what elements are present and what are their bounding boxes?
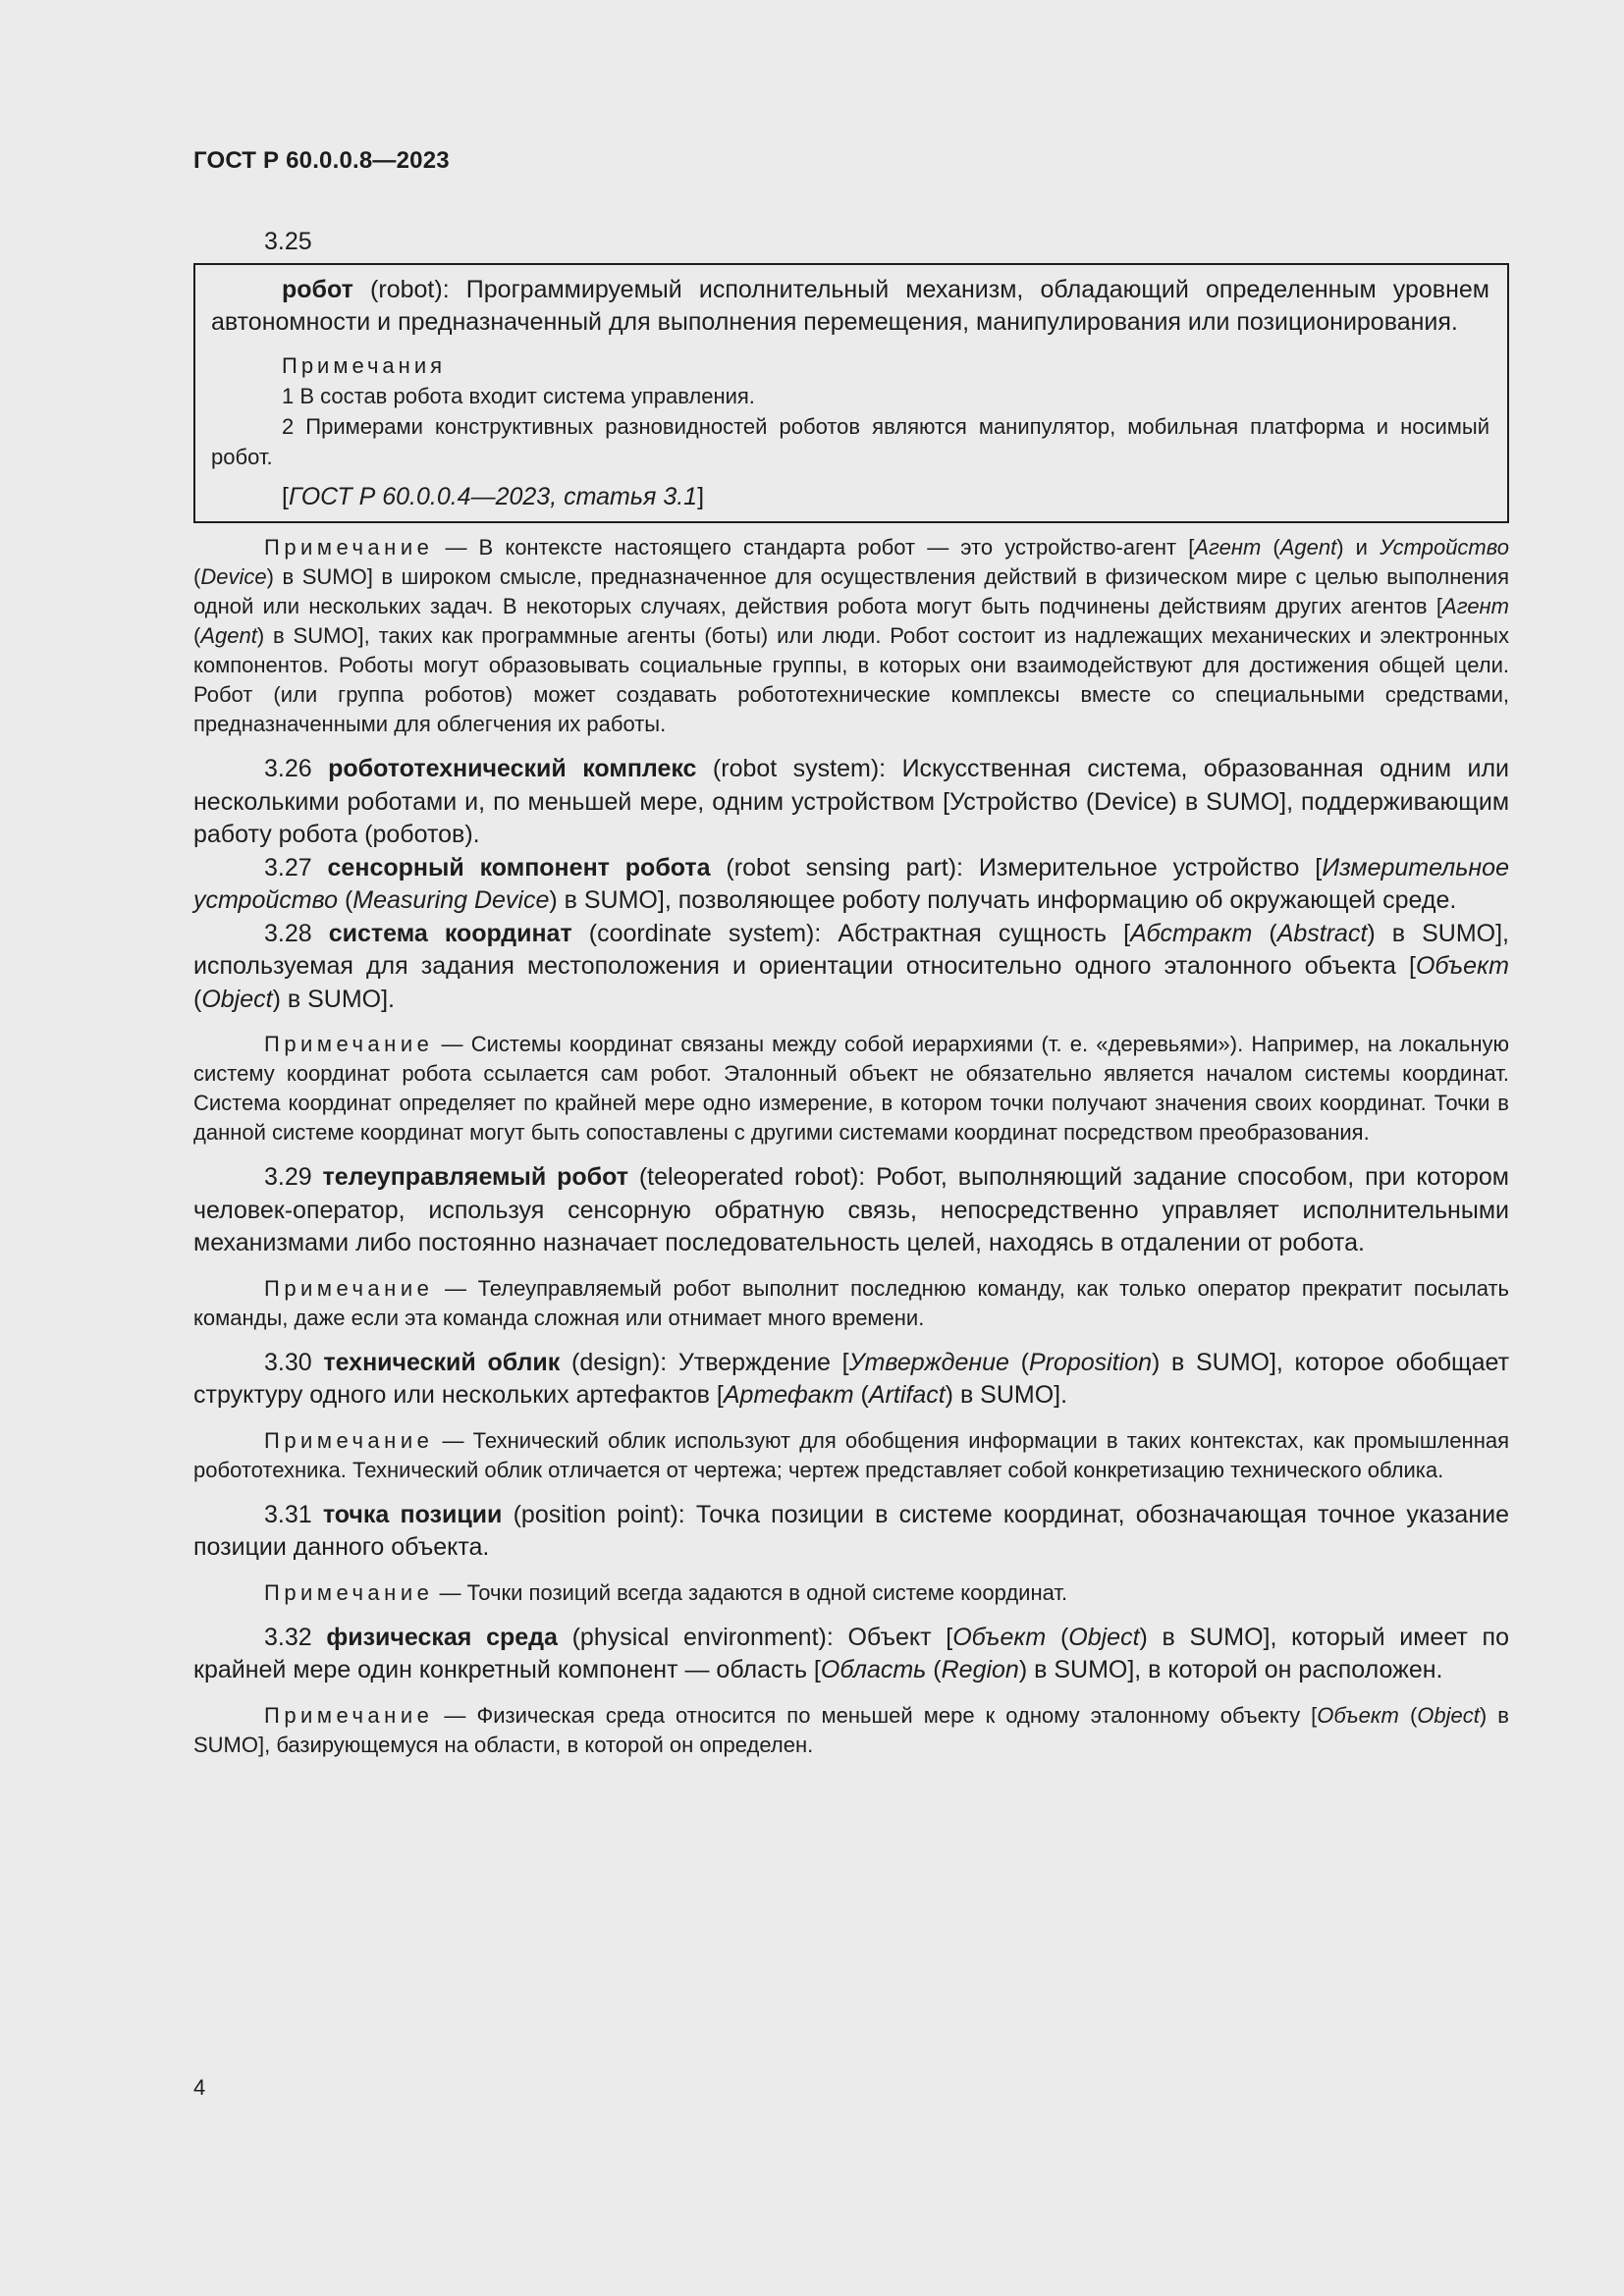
note-label: Примечание — [264, 1702, 434, 1728]
notes-heading: Примечания — [282, 353, 447, 378]
definition-3-25: робот (robot): Программируемый исполнительный механизм, обладающий определенным уровнем автономности и предназначенный для выполнения перемещения, манипулирования или позиционирования. — [211, 276, 1489, 336]
entry-number: 3.25 — [264, 228, 312, 255]
note-item: 1 В состав робота входит система управления. — [282, 384, 755, 408]
term: сенсорный компонент робота — [327, 853, 711, 881]
term: технический облик — [323, 1348, 561, 1376]
note-label: Примечание — [264, 535, 434, 560]
note-label: Примечание — [264, 1275, 434, 1301]
note-3-32: Примечание — Физическая среда относится по меньшей мере к одному эталонному объекту [Объект (Object) в SUMO], базирующемуся на области, в которой он определен. — [193, 1702, 1509, 1757]
term: робототехнический комплекс — [328, 755, 697, 782]
document-header: ГОСТ Р 60.0.0.8—2023 — [193, 147, 450, 174]
entry-3-32: 3.32 физическая среда (physical environment): Объект [Объект (Object) в SUMO], который имеет по крайней мере один конкретный компонент — область [Область (Region) в SUMO], в которой он расположен. — [193, 1623, 1509, 1683]
note-label: Примечание — [264, 1427, 434, 1453]
entry-3-30: 3.30 технический облик (design): Утверждение [Утверждение (Proposition) в SUMO], которое обобщает структуру одного или нескольких артефактов [Артефакт (Artifact) в SUMO]. — [193, 1348, 1510, 1409]
definition-box — [193, 263, 1509, 523]
definition-notes — [211, 350, 1489, 472]
page-number: 4 — [193, 2075, 206, 2100]
entry-3-27: 3.27 сенсорный компонент робота (robot sensing part): Измерительное устройство [Измерительное устройство (Measuring Device) в SUMO], позволяющее роботу получать информацию об окружающей среде. — [193, 853, 1509, 914]
note-label: Примечание — [264, 1579, 434, 1605]
note-3-28: Примечание — Системы координат связаны между собой иерархиями (т. е. «деревьями»). Например, на локальную систему координат робота ссылается сам робот. Эталонный объект не обязательно является началом системы координат. Система координат определяет по крайней мере одно измерение, в котором точки получают значения своих координат. Точки в данной системе координат могут быть сопоставлены с другими системами координат посредством преобразования. — [193, 1032, 1509, 1145]
term: система координат — [328, 919, 572, 947]
entry-3-26: 3.26 робототехнический комплекс (robot system): Искусственная система, образованная одним или несколькими роботами и, по меньшей мере, одним устройством [Устройство (Device) в SUMO], поддерживающим работу робота (роботов). — [193, 755, 1509, 848]
term: телеуправляемый робот — [322, 1163, 628, 1191]
term: робот — [282, 276, 353, 303]
term: физическая среда — [326, 1623, 558, 1651]
note-label: Примечание — [264, 1032, 434, 1056]
entry-3-31: 3.31 точка позиции (position point): Точка позиции в системе координат, обозначающая точное указание позиции данного объекта. — [193, 1500, 1510, 1561]
document-body — [193, 224, 1509, 1760]
source-reference: [ГОСТ Р 60.0.0.4—2023, статья 3.1] — [282, 483, 705, 510]
note-3-25: Примечание — В контексте настоящего стандарта робот — это устройство-агент [Агент (Agent) и Устройство (Device) в SUMO] в широком смысле, предназначенное для осуществления действий в физическом мире с целью выполнения одной или нескольких задач. В некоторых случаях, действия робота могут быть подчинены действиям других агентов [Агент (Agent) в SUMO], таких как программные агенты (боты) или люди. Робот состоит из надлежащих механических и электронных компонентов. Роботы могут образовывать социальные группы, в которых они взаимодействуют для достижения общей цели. Робот (или группа роботов) может создавать робототехнические комплексы вместе со специальными средствами, предназначенными для облегчения их работы. — [193, 535, 1509, 736]
term: точка позиции — [322, 1500, 503, 1528]
entry-3-29: 3.29 телеуправляемый робот (teleoperated robot): Робот, выполняющий задание способом, при котором человек-оператор, используя сенсорную обратную связь, непосредственно управляет исполнительными механизмами либо постоянно назначает последовательность целей, находясь в отдалении от робота. — [193, 1163, 1509, 1256]
entry-3-28: 3.28 система координат (coordinate system): Абстрактная сущность [Абстракт (Abstract) в SUMO], используемая для задания местоположения и ориентации относительно одного эталонного объекта [Объект (Object) в SUMO]. — [193, 919, 1509, 1013]
note-3-30: Примечание — Технический облик используют для обобщения информации в таких контекстах, как промышленная робототехника. Технический облик отличается от чертежа; чертеж представляет собой конкретизацию технического облика. — [193, 1427, 1509, 1482]
note-item: 2 Примерами конструктивных разновидностей роботов являются манипулятор, мобильная платформа и носимый робот. — [211, 414, 1489, 469]
note-3-29: Примечание — Телеуправляемый робот выполнит последнюю команду, как только оператор прекратит посылать команды, даже если эта команда сложная или отнимает много времени. — [193, 1275, 1509, 1330]
note-3-31: Примечание — Точки позиций всегда задаются в одной системе координат. — [264, 1579, 1068, 1605]
